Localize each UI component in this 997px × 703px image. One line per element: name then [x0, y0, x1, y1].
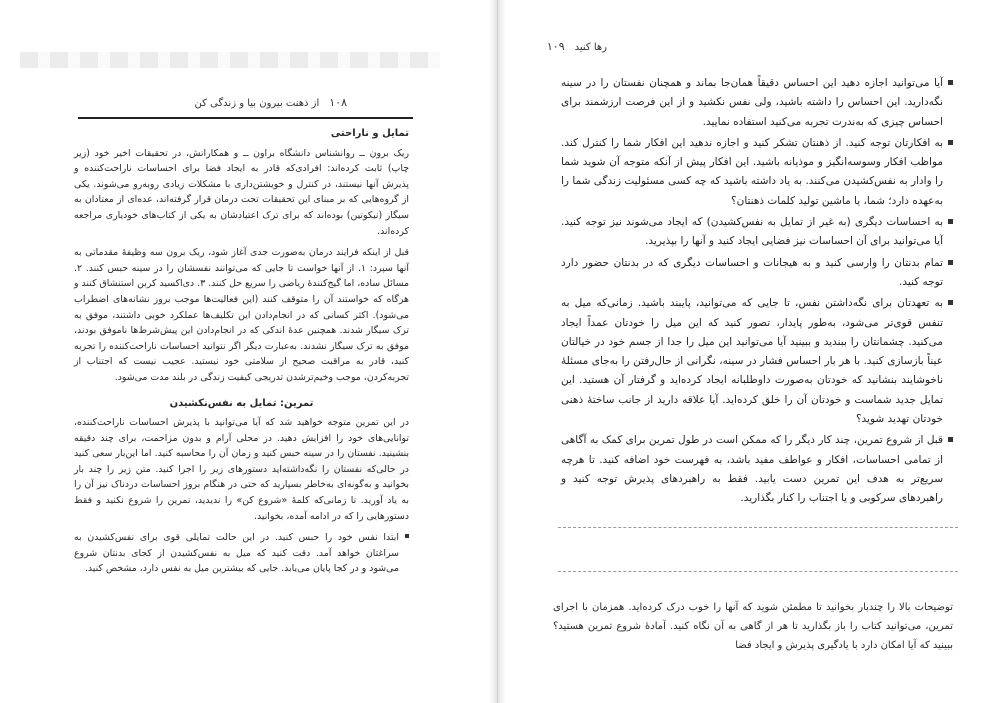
paragraph: قبل از اینکه فرایند درمان به‌صورت جدی آغاز شود، ریک برون سه وظیفهٔ مقدماتی به آنها سپرد: ۱. از آنها خواست تا جایی که می‌توانند نفسشان را در سینه حبس کنند. ۲. مسائل ساده، اما گیج‌کنندهٔ ریاضی را سریع حل کنند. ۳. دی‌اکسید کربن استنشاق کنند و هرگاه که خواستند آن را متوقف کنند (این فعالیت‌ها موجب بروز نشانه‌های اضطراب می‌شود). اکثر کسانی که در انجام‌دادن این تکلیف‌ها عملکرد خوبی داشتند، موفق به ترک سیگار شدند. همچنین عدهٔ اندکی که در انجام‌دادن این پیش‌شرط‌ها ناموفق بودند، موفق به ترک سیگار نشدند. به‌عبارت دیگر اگر نتوانید احساسات ناراحت‌کننده را تجربه کنید، قادر به مراقبت صحیح از سلامتی خود نیستید. عجیب نیست که اجتناب از تجربه‌کردن، موجب وخیم‌ترشدن تدریجی کیفیت زندگی در بلند مدت می‌شود. [73, 247, 409, 383]
gutter-shadow [498, 0, 506, 703]
running-head-title: رها کنید [574, 42, 607, 53]
right-text-column [561, 74, 953, 511]
right-page [498, 0, 997, 703]
left-page [0, 0, 498, 703]
dotted-separator [558, 527, 958, 528]
bleed-through-band [20, 52, 440, 68]
gutter-shadow [489, 0, 497, 703]
bullet-item: به افکارتان توجه کنید. از ذهنتان تشکر کنید و اجازه ندهید این افکار شما را کنترل کند. مواظب افکار وسوسه‌انگیز و موذیانه باشید. این افکار پیش از آنکه متوجه آن شوید شما را وادار به نفس‌کشیدن می‌کنند. به یاد داشته باشید که چه کسی مسئولیت زندگی شما را به‌عهده دارد؛ شما، یا ماشین تولید کلمات ذهنتان؟ [561, 134, 953, 211]
bullet-item: ابتدا نفس خود را حبس کنید. در این حالت تمایلی قوی برای نفس‌کشیدن به سراغتان خواهد آمد. دقت کنید که میل به نفس‌کشیدن از کجای بدنتان شروع می‌شود و در کجا پایان می‌یابد. جایی که بیشترین میل به نفس دارد، مشخص کنید. [74, 530, 409, 577]
bullet-item: به احساسات دیگری (به غیر از تمایل به نفس‌کشیدن) که ایجاد می‌شوند نیز توجه کنید. آیا می‌توانید برای آن احساسات نیز فضایی ایجاد کنید و آنها را بپذیرید. [561, 213, 953, 252]
bullet-item: تمام بدنتان را وارسی کنید و به هیجانات و احساسات دیگری که در بدنتان حضور دارد توجه کنید. [561, 254, 953, 293]
bullet-item: قبل از شروع تمرین، چند کار دیگر را که ممکن است در طول تمرین برای کمک به آگاهی از تمامی احساسات، افکار و عواطف مفید باشد، به فهرست خود اضافه کنید. تا هرچه سریع‌تر به هدف این تمرین دست یابید. فقط به راهبردهای پذیرش توجه کنید و راهبردهای سرکوبی و یا اجتناب را کنار بگذارید. [561, 431, 953, 508]
left-text-column [74, 124, 409, 579]
left-running-head [195, 96, 347, 109]
bullet-item: به تعهدتان برای نگه‌داشتن نفس، تا جایی که می‌توانید، پایبند باشید. زمانی‌که میل به تنفس قوی‌تر می‌شود، به‌طور پایدار، تصور کنید که این میل را خودتان عمداً ایجاد می‌کنید. چشمانتان را ببندید و ببینید آیا می‌توانید این میل را جدا از جسم خود در خیالتان عیناً بازسازی کنید. با هر بار احساس فشار در سینه، نگرانی از حال‌رفتن را به‌جای مسئلهٔ ناخوشایند بنشانید که خودتان به‌صورت داوطلبانه ایجاد کرده‌اید و گرفتار آن هستید. این تمایل جدید شماست و خودتان آن را خلق کرده‌اید. آیا علاقه دارید از جانب ساختهٔ ذهنی خودتان تهدید شوید؟ [561, 294, 953, 429]
page-number: ۱۰۸ [329, 96, 347, 109]
page-number: ۱۰۹ [546, 40, 565, 53]
exercise-heading: تمرین: تمایل به نفس‌نکشیدن [169, 397, 314, 409]
bullet-item: آیا می‌توانید اجازه دهید این احساس دقیقاً همان‌جا بماند و همچنان نفستان را در سینه نگه‌دارید. این احساس را داشته باشید، ولی نفس نکشید و از این فرصت ارزشمند برای احساس چیزی که به‌ندرت تجربه می‌کنید استفاده نمایید. [561, 74, 953, 132]
paragraph: در این تمرین متوجه خواهید شد که آیا می‌توانید با پذیرش احساسات ناراحت‌کننده، توانایی‌های خود را افزایش دهید. در محلی آرام و بدون مزاحمت، برای چند دقیقه بنشینید. نفستان را در سینه حبس کنید و زمان آن را محاسبه کنید. اما این‌بار سعی کنید در حالی‌که نفستان را نگه‌داشته‌اید دستورهای زیر را اجرا کنید. متن زیر را چند بار بخوانید و به‌گونه‌ای به‌خاطر بسپارید که حتی در هنگام بروز احساسات دردناک نیز آن را به یاد آورید. تا زمانی‌که کلمهٔ «شروع کن» را ندیدید، تمرین را شروع نکنید و فقط دستورهایی را که در ادامه آمده، بخوانید. [74, 417, 409, 522]
section-heading: تمایل و ناراحتی [330, 128, 409, 139]
dotted-separator [558, 571, 958, 572]
instruction-note: توضیحات بالا را چندبار بخوانید تا مطمئن شوید که آنها را خوب درک کرده‌اید. همزمان با اجرای تمرین، می‌توانید کتاب را باز بگذارید تا هر از گاهی به آن نگاه کنید. آمادهٔ شروع تمرین هستید؟ ببینید که آیا امکان دارد با یادگیری پذیرش و ایجاد فضا [553, 602, 953, 651]
paragraph: ریک برون ــ روانشناس دانشگاه براون ــ و همکارانش، در تحقیقات اخیر خود (زیر چاپ) ثابت کرده‌اند: افرادی‌که قادر به ایجاد فضا برای احساسات ناراحت‌کننده و پذیرش آنها نیستند، در کنترل و خویشتن‌داری با مشکلات زیادی روبه‌رو می‌شوند. یکی از گروه‌هایی که بر مبنای این تحقیقات تحت درمان قرار گرفته‌اند، عده‌ای از معتادان به سیگار (نیکوتین) بوده‌اند که برای ترک اعتیادشان به یکی از کتاب‌های خودیاری مراجعه کرده‌اند. [74, 147, 409, 237]
header-rule [78, 117, 413, 119]
running-head-title: از ذهنت بیرون بیا و زندگی کن [194, 98, 320, 109]
right-running-head [547, 40, 607, 53]
